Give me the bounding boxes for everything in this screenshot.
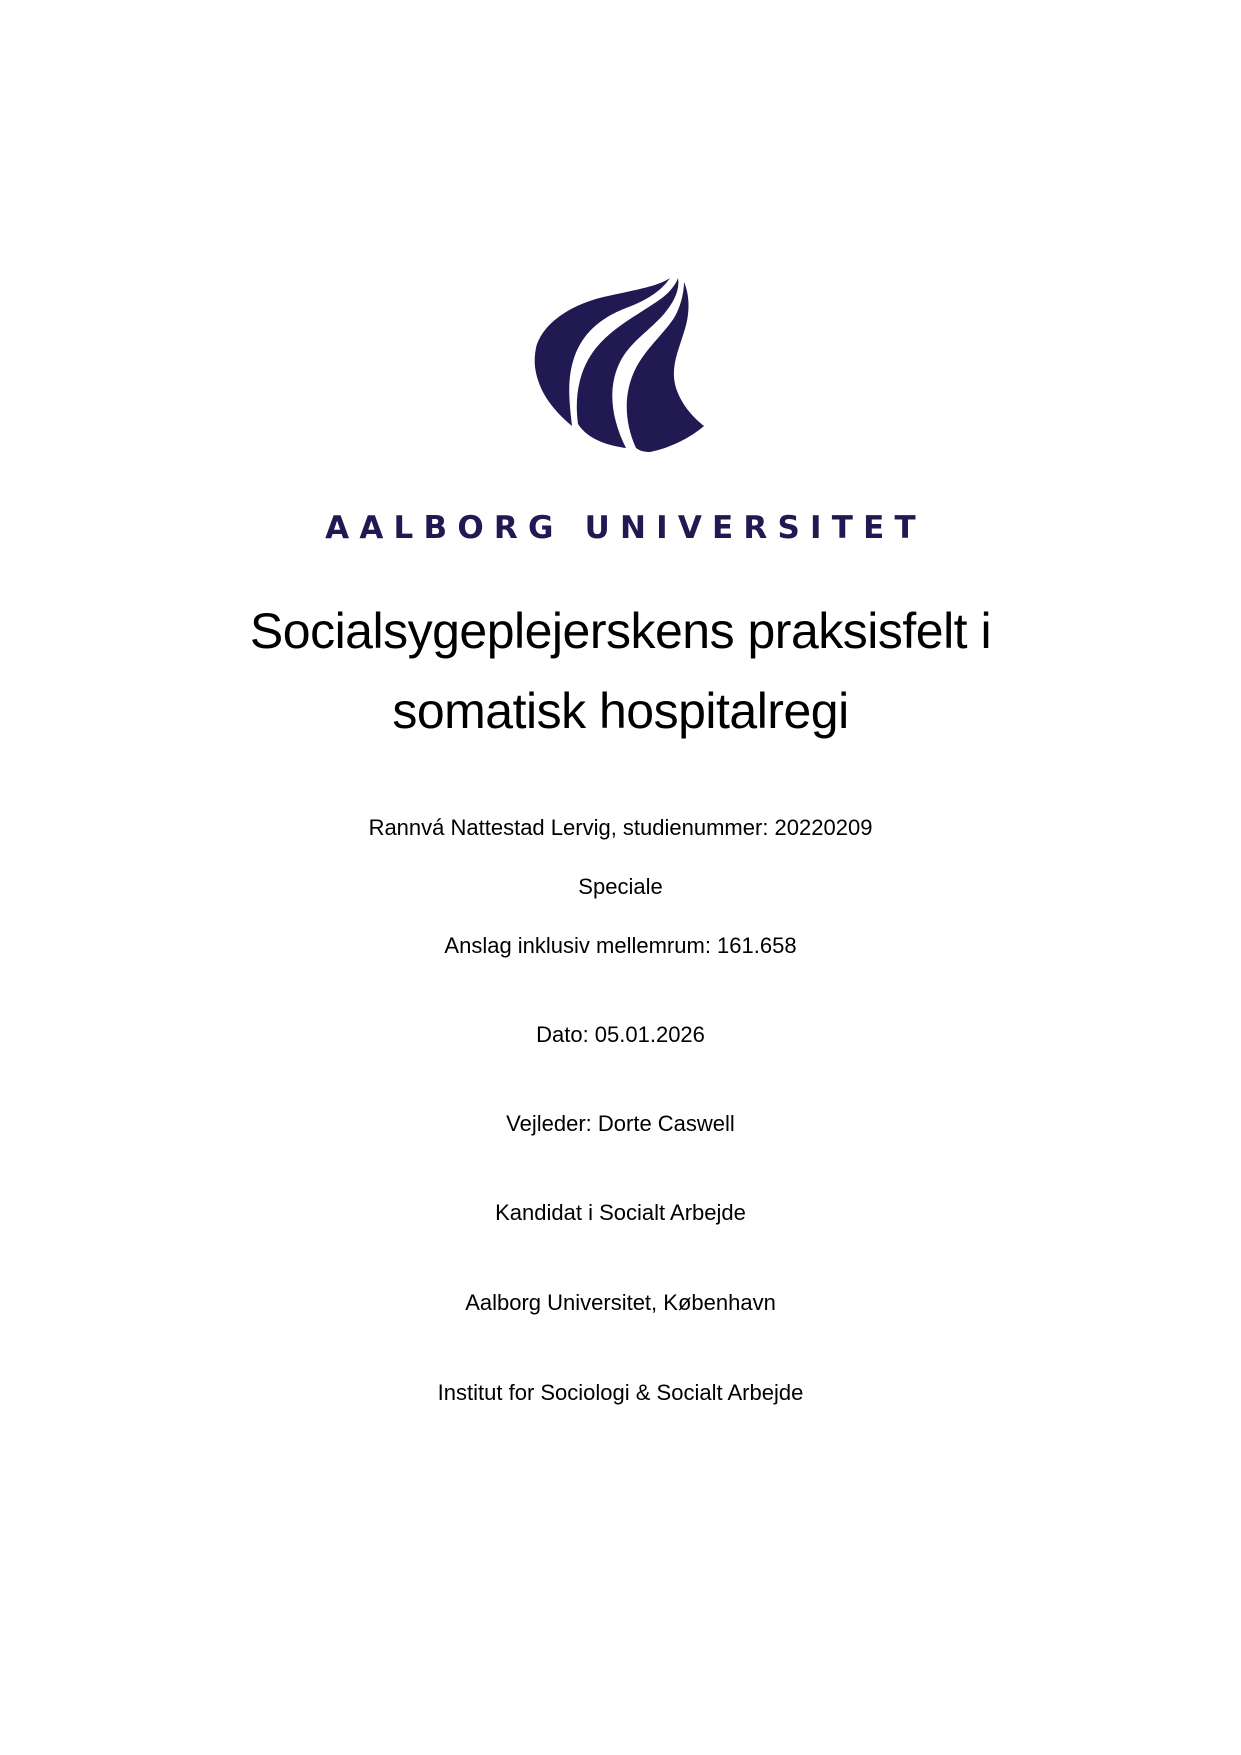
document-type: Speciale xyxy=(578,874,663,899)
institute-line: Institut for Sociologi & Socialt Arbejde xyxy=(437,1380,804,1405)
program-line: Kandidat i Socialt Arbejde xyxy=(495,1200,746,1225)
university-wordmark: AALBORG UNIVERSITET xyxy=(325,510,926,546)
thesis-title-line-2: somatisk hospitalregi xyxy=(392,683,849,739)
date-line: Dato: 05.01.2026 xyxy=(536,1022,705,1047)
author-line: Rannvá Nattestad Lervig, studienummer: 20220209 xyxy=(368,815,873,840)
thesis-title xyxy=(0,591,1241,751)
thesis-title-line-1: Socialsygeplejerskens praksisfelt i xyxy=(249,603,992,659)
supervisor-line: Vejleder: Dorte Caswell xyxy=(506,1111,735,1136)
character-count: Anslag inklusiv mellemrum: 161.658 xyxy=(444,933,797,958)
university-line: Aalborg Universitet, København xyxy=(465,1290,776,1315)
aau-wave-logo-icon xyxy=(530,276,706,458)
